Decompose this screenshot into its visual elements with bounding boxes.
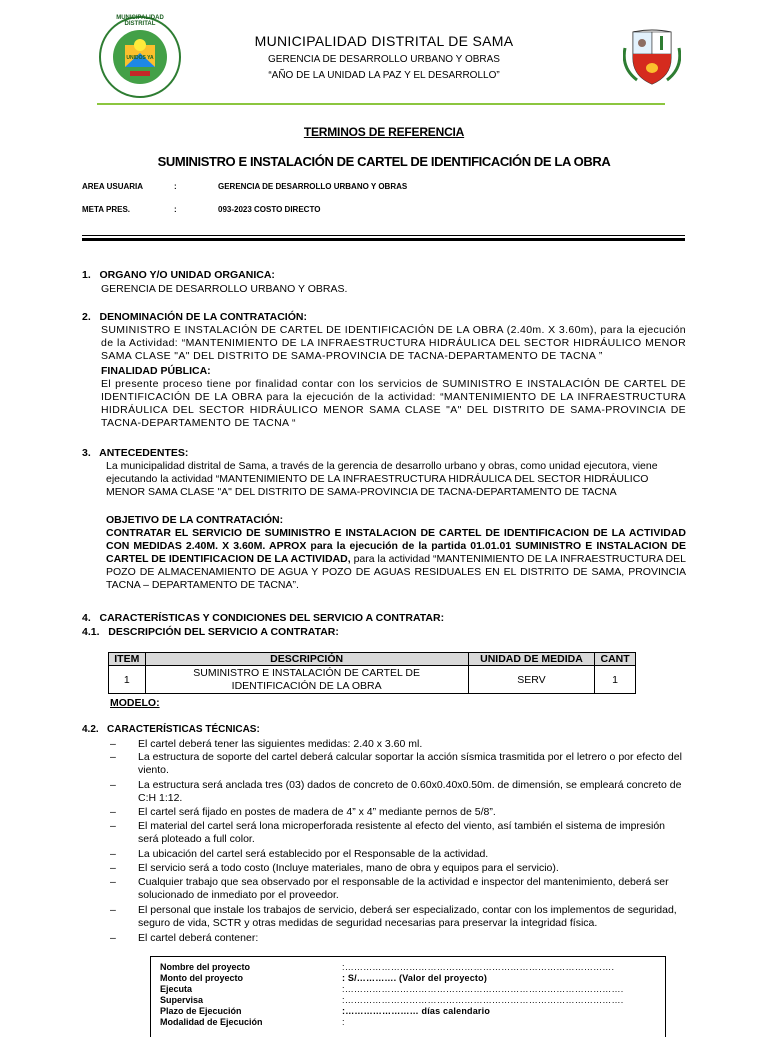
bullet-mark: – bbox=[110, 820, 116, 832]
org-name: MUNICIPALIDAD DISTRITAL DE SAMA bbox=[254, 33, 514, 49]
bullet-mark: – bbox=[110, 806, 116, 818]
meta-label-area: AREA USUARIA bbox=[82, 182, 144, 191]
cartel-value-modalidad: : bbox=[342, 1017, 345, 1027]
col-header-descripcion: DESCRIPCIÓN bbox=[145, 653, 468, 666]
national-coat-of-arms bbox=[623, 28, 681, 86]
meta-value-area: GERENCIA DE DESARROLLO URBANO Y OBRAS bbox=[218, 182, 408, 191]
service-table bbox=[108, 652, 636, 694]
cartel-label-plazo: Plazo de Ejecución bbox=[160, 1006, 242, 1016]
finalidad-heading: FINALIDAD PÚBLICA: bbox=[101, 365, 211, 377]
bullet-item: La estructura de soporte del cartel deberá calcular soportar la acción sísmica trasmitida por el letrero o por efecto del viento. bbox=[138, 751, 682, 776]
cartel-label-nombre: Nombre del proyecto bbox=[160, 962, 251, 972]
section-3-text: La municipalidad distrital de Sama, a través de la gerencia de desarrollo urbano y obras, como unidad ejecutora, viene ejecutando la actividad “MANTENIMIENTO DE LA INFRAESTRUCTURA HIDRÁULICA DEL SECTOR HIDRÁULICO MENOR SAMA CLASE "A" DEL DISTRITO DE SAMA-PROVINCIA DE TACNA-DEPARTAMENTO DE TACNA bbox=[106, 460, 658, 498]
bullet-item: El material del cartel será lona microperforada resistente al efecto del viento, así también el sistema de impresión será ploteado a full color. bbox=[138, 820, 666, 845]
bullet-mark: – bbox=[110, 904, 116, 916]
bullet-mark: – bbox=[110, 862, 116, 874]
bullet-item: El servicio será a todo costo (Incluye materiales, mano de obra y equipos para el servicio). bbox=[138, 862, 559, 874]
cartel-value-ejecuta: :………………………………………………………………………………. bbox=[342, 984, 624, 994]
meta-sep-area: : bbox=[174, 182, 177, 191]
cell-item: 1 bbox=[109, 666, 146, 694]
meta-rule-thick bbox=[82, 238, 685, 241]
finalidad-text: El presente proceso tiene por finalidad contar con los servicios de SUMINISTRO E INSTALACIÓN DE CARTEL DE IDENTIFICACIÓN DE LA OBRA para la ejecución de la actividad: “MANTENIMIENTO DE LA INFRAESTRUCTURA HIDRÁULICA DEL SECTOR HIDRÁULICO MENOR SAMA CLASE "A" DEL DISTRITO DE SAMA-PROVINCIA DE TACNA-DEPARTAMENTO DE TACNA “ bbox=[101, 378, 686, 429]
bullet-mark: – bbox=[110, 738, 116, 750]
doc-title: TERMINOS DE REFERENCIA bbox=[303, 125, 465, 139]
cartel-label-supervisa: Supervisa bbox=[160, 995, 204, 1005]
bullet-item: La estructura será anclada tres (03) dados de concreto de 0.60x0.40x0.50m. de dimensión, se empleará concreto de C:H 1:12. bbox=[138, 779, 682, 804]
cell-descripcion: SUMINISTRO E INSTALACIÓN DE CARTEL DE IDENTIFICACIÓN DE LA OBRA bbox=[145, 666, 468, 694]
table-header-row bbox=[109, 653, 636, 666]
section-2-heading: 2. DENOMINACIÓN DE LA CONTRATACIÓN: bbox=[82, 311, 307, 323]
section-1-text: GERENCIA DE DESARROLLO URBANO Y OBRAS. bbox=[101, 283, 348, 295]
col-header-cant: CANT bbox=[595, 653, 636, 666]
cartel-value-supervisa: :………………………………………………………………………………. bbox=[342, 995, 624, 1005]
col-header-unidad: UNIDAD DE MEDIDA bbox=[468, 653, 595, 666]
bullet-mark: – bbox=[110, 932, 116, 944]
cell-unidad: SERV bbox=[468, 666, 595, 694]
bullet-item: El cartel será fijado en postes de madera de 4” x 4” mediante pernos de 5/8”. bbox=[138, 806, 496, 818]
objetivo-text bbox=[106, 527, 686, 592]
meta-value-meta: 093-2023 COSTO DIRECTO bbox=[218, 205, 321, 214]
cartel-value-plazo: :…………………… días calendario bbox=[342, 1006, 491, 1016]
bullet-mark: – bbox=[110, 779, 116, 791]
section-1-heading: 1. ORGANO Y/O UNIDAD ORGANICA: bbox=[82, 269, 275, 281]
doc-subtitle: SUMINISTRO E INSTALACIÓN DE CARTEL DE IDENTIFICACIÓN DE LA OBRA bbox=[157, 154, 611, 169]
bullet-item: El cartel deberá contener: bbox=[138, 932, 259, 944]
section-4-2-heading: 4.2. CARACTERÍSTICAS TÉCNICAS: bbox=[82, 724, 260, 735]
cartel-value-monto: : S/…………. (Valor del proyecto) bbox=[342, 973, 488, 983]
objetivo-heading: OBJETIVO DE LA CONTRATACIÓN: bbox=[106, 514, 284, 526]
cartel-label-modalidad: Modalidad de Ejecución bbox=[160, 1017, 263, 1027]
bullet-item: Cualquier trabajo que sea observado por el responsable de la actividad e inspector del mantenimiento, deberá ser solucionado de inmediato por el proveedor. bbox=[138, 876, 669, 901]
bullet-item: El personal que instale los trabajos de servicio, deberá ser especializado, contar con los implementos de seguridad, seguro de vida, SCTR y otras medidas de seguridad necesarias para preservar la integridad física. bbox=[138, 904, 677, 929]
bullet-item: El cartel deberá tener las siguientes medidas: 2.40 x 3.60 ml. bbox=[138, 738, 423, 750]
cell-cant: 1 bbox=[595, 666, 636, 694]
bullet-mark: – bbox=[110, 751, 116, 763]
meta-label-meta: META PRES. bbox=[82, 205, 131, 214]
meta-rule-thin bbox=[82, 235, 685, 236]
cartel-value-nombre: :……………………………………………………………………………. bbox=[342, 962, 615, 972]
section-4-1-heading: 4.1. DESCRIPCIÓN DEL SERVICIO A CONTRATAR: bbox=[82, 626, 339, 638]
seal-sub: UNIDOS YA bbox=[126, 55, 154, 61]
cartel-label-ejecuta: Ejecuta bbox=[160, 984, 193, 994]
section-2-text: SUMINISTRO E INSTALACIÓN DE CARTEL DE IDENTIFICACIÓN DE LA OBRA (2.40m. X 3.60m), para la ejecución de la Actividad: “MANTENIMIENTO DE LA INFRAESTRUCTURA HIDRÁULICA DEL SECTOR HIDRÁULICO MENOR SAMA CLASE "A" DEL DISTRITO DE SAMA-PROVINCIA DE TACNA-DEPARTAMENTO DE TACNA ” bbox=[101, 324, 686, 362]
cartel-label-monto: Monto del proyecto bbox=[160, 973, 243, 983]
table-row bbox=[109, 666, 636, 694]
seal-text: MUNICIPALIDAD DISTRITAL bbox=[116, 15, 164, 27]
objetivo-bold: CONTRATAR EL SERVICIO DE SUMINISTRO E INSTALACION DE CARTEL DE IDENTIFICACION DE LA ACTIVIDAD CON MEDIDAS 2.40M. X 3.60M. APROX para la ejecución de la partida 01.01.01 SUMINISTRO E INSTALACION DE CARTEL DE IDENTIFICACION DE LA ACTIVIDAD, bbox=[106, 527, 686, 565]
col-header-item: ITEM bbox=[109, 653, 146, 666]
objetivo-rest: para la actividad “MANTENIMIENTO DE LA INFRAESTRUCTURA DEL POZO DE ALMACENAMIENTO DE AGUA Y POZO DE AGUAS RESIDUALES EN EL DISTRITO DE SAMA, PROVINCIA TACNA – DEPARTAMENTO DE TACNA”. bbox=[106, 553, 686, 591]
header-rule bbox=[97, 103, 665, 105]
bullet-item: La ubicación del cartel será establecido por el Responsable de la actividad. bbox=[138, 848, 489, 860]
modelo-label: MODELO: bbox=[110, 697, 160, 709]
dept-name: GERENCIA DE DESARROLLO URBANO Y OBRAS bbox=[268, 54, 500, 65]
section-3-heading: 3. ANTECEDENTES: bbox=[82, 447, 189, 459]
section-4-heading: 4. CARACTERÍSTICAS Y CONDICIONES DEL SERVICIO A CONTRATAR: bbox=[82, 612, 445, 624]
bullet-mark: – bbox=[110, 848, 116, 860]
year-motto: “AÑO DE LA UNIDAD LA PAZ Y EL DESARROLLO” bbox=[268, 70, 500, 81]
bullet-mark: – bbox=[110, 876, 116, 888]
meta-sep-meta: : bbox=[174, 205, 177, 214]
